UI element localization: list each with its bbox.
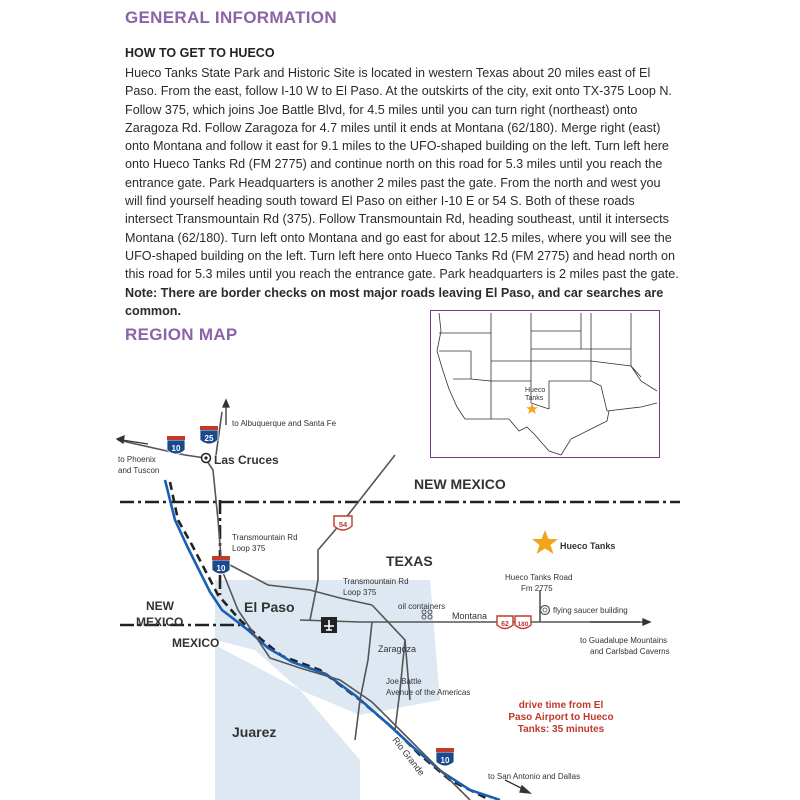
airport-icon bbox=[321, 617, 337, 633]
i10-shield-label-north: 10 bbox=[171, 444, 181, 453]
us62-shield-label: 62 bbox=[501, 621, 509, 628]
us62-shield bbox=[497, 616, 513, 629]
label-mexico: MEXICO bbox=[172, 636, 220, 650]
label-tuscon: and Tuscon bbox=[118, 466, 160, 475]
general-information-title: GENERAL INFORMATION bbox=[125, 8, 337, 27]
arrow-north-head bbox=[223, 400, 229, 407]
label-drive-time-line2: Paso Airport to Hueco bbox=[508, 712, 614, 723]
label-drive-time-line1: drive time from El bbox=[518, 700, 604, 711]
border-check-note: Note: There are border checks on most major roads leaving El Paso, and car searches are common. bbox=[125, 285, 664, 318]
directions-body: Hueco Tanks State Park and Historic Site is located in western Texas about 20 miles east of El Paso. From the east, follow I-10 W to El Paso. At the outskirts of the city, exit onto TX-375 Loop N. Follow 375, which joins Joe Battle Blvd, for 4.5 miles until you can turn right (northeast) onto Zaragoza Rd. Follow Zaragoza for 4.7 miles until it ends at Montana (62/180). Merge right (east) onto Montana and follow it east for 9.1 miles to the UFO-shaped building on the left. Turn left here onto Hueco Tanks Rd (FM 2775) and continue north on this road for 5.3 miles until you reach the entrance gate. Park Headquarters is another 2 miles past the gate. From the north and west you will find yourself heading south toward El Paso on either I-10 E or 54 S. Both of these roads intersect Transmountain Rd (375). Follow Transmountain Rd, heading southeast, until it intersects Montana (62/180). Turn left onto Montana and go east for about 12.5 miles, where you will see the UFO-shaped building on the left. Turn left here onto Hueco Tanks Rd (FM 2775) and head north on this road for 5.3 miles until you reach the entrance gate. Park headquarters is 2 miles past the gate. bbox=[125, 66, 679, 282]
arrow-east-head bbox=[643, 619, 650, 625]
label-transmountain-west-line2: Loop 375 bbox=[232, 544, 266, 553]
i25-shield-label: 25 bbox=[204, 434, 214, 443]
label-rio-grande: Rio Grande bbox=[390, 735, 427, 778]
label-joe-battle-line2: Avenue of the Americas bbox=[386, 688, 471, 697]
label-texas: TEXAS bbox=[386, 553, 433, 569]
i10-shield-south bbox=[436, 748, 454, 766]
label-fm-2775: Fm 2775 bbox=[521, 584, 553, 593]
label-guadalupe-line2: and Carlsbad Caverns bbox=[590, 647, 670, 656]
label-hueco-tanks: Hueco Tanks bbox=[560, 541, 616, 551]
us54-shield bbox=[334, 516, 352, 530]
inset-label-tanks: Tanks bbox=[525, 395, 544, 402]
label-albuquerque: to Albuquerque and Santa Fe bbox=[232, 419, 337, 428]
label-transmountain-west-line1: Transmountain Rd bbox=[232, 533, 298, 542]
label-las-cruces: Las Cruces bbox=[214, 453, 279, 467]
label-oil-containers: oil containers bbox=[398, 602, 446, 611]
label-zaragoza: Zaragoza bbox=[378, 644, 417, 654]
us180-shield-label: 180 bbox=[517, 621, 529, 628]
label-juarez: Juarez bbox=[232, 724, 277, 740]
inset-label-hueco: Hueco bbox=[525, 387, 546, 394]
i10-shield-label-south: 10 bbox=[440, 756, 450, 765]
region-map-title: REGION MAP bbox=[125, 325, 238, 344]
label-transmountain-mid-line1: Transmountain Rd bbox=[343, 577, 409, 586]
label-phoenix: to Phoenix bbox=[118, 455, 156, 464]
arrow-west-head bbox=[117, 436, 124, 443]
i10-shield-mid bbox=[212, 556, 230, 574]
las-cruces-marker-dot bbox=[204, 456, 207, 459]
flying-saucer-icon bbox=[541, 606, 550, 615]
label-new-mexico: NEW MEXICO bbox=[414, 476, 506, 492]
label-san-antonio: to San Antonio and Dallas bbox=[488, 772, 581, 781]
i25-shield bbox=[200, 426, 218, 444]
label-joe-battle-line1: Joe Battle bbox=[386, 677, 422, 686]
label-new-mexico-west-line1: NEW bbox=[146, 599, 174, 613]
label-montana: Montana bbox=[452, 611, 488, 621]
label-el-paso: El Paso bbox=[244, 599, 295, 615]
hueco-tanks-star-icon bbox=[532, 530, 558, 554]
how-to-get-title: HOW TO GET TO HUECO bbox=[125, 46, 275, 60]
label-flying-saucer: flying saucer building bbox=[553, 606, 628, 615]
label-drive-time-line3: Tanks: 35 minutes bbox=[517, 724, 605, 735]
us54-shield-label: 54 bbox=[338, 520, 348, 529]
label-transmountain-mid-line2: Loop 375 bbox=[343, 588, 377, 597]
i10-shield-north bbox=[167, 436, 185, 454]
label-hueco-tanks-road: Hueco Tanks Road bbox=[505, 573, 573, 582]
us180-shield bbox=[515, 616, 531, 629]
label-new-mexico-west-line2: MEXICO bbox=[136, 615, 184, 629]
arrow-southeast-head bbox=[520, 786, 530, 793]
label-guadalupe-line1: to Guadalupe Mountains bbox=[580, 636, 668, 645]
i10-shield-label-mid: 10 bbox=[216, 564, 226, 573]
